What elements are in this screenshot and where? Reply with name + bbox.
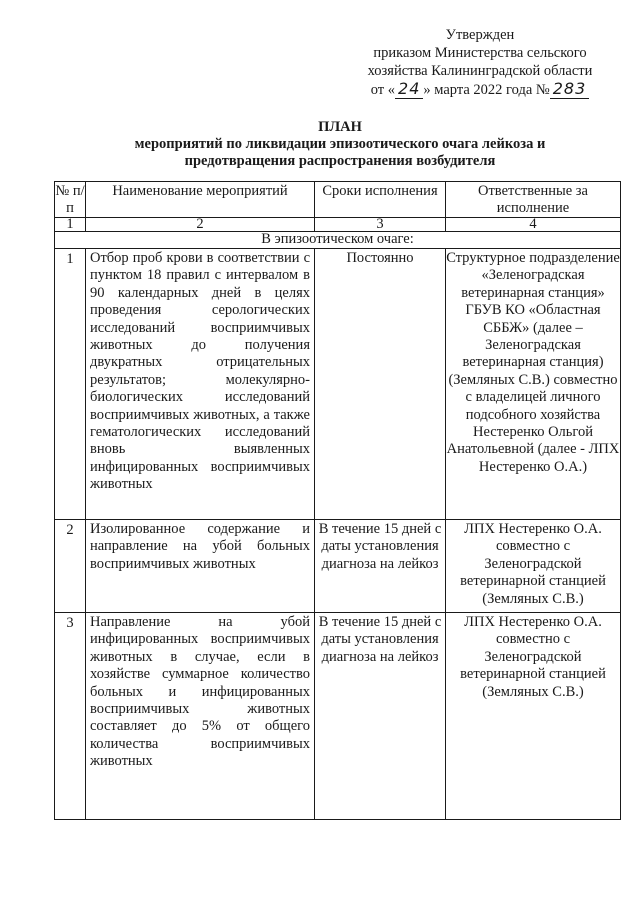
section-row xyxy=(55,232,621,249)
row-term: В течение 15 дней с даты установления диагноза на лейкоз xyxy=(315,613,446,820)
approval-line-2: приказом Министерства сельского xyxy=(373,45,587,61)
approval-block xyxy=(330,26,630,99)
row-number: 1 xyxy=(55,249,86,520)
approval-date-prefix: от « xyxy=(370,82,396,98)
header-num: № п/п xyxy=(55,183,85,216)
title-line-3: предотвращения распространения возбудителя xyxy=(184,153,496,169)
table-row xyxy=(55,613,621,820)
measures-table xyxy=(54,181,621,820)
approval-date-middle: » марта 2022 года № xyxy=(423,82,550,98)
column-numbers-row xyxy=(55,218,621,232)
row-responsible: Структурное подразделение «Зеленоградская ветеринарная станция» ГБУВ КО «Областная СББЖ» (далее – Зеленоградская ветеринарная станция) (Земляных С.В.) совместно с владелицей личного подсобного хозяйства Нестеренко Ольгой Анатольевной (далее - ЛПХ Нестеренко О.А.) xyxy=(446,249,621,520)
header-name: Наименование мероприятий xyxy=(86,182,315,218)
approval-day-handwritten: 24 xyxy=(395,79,423,99)
header-term: Сроки исполнения xyxy=(315,182,446,218)
table-row xyxy=(55,249,621,520)
table-header-row xyxy=(55,182,621,218)
approval-line-3: хозяйства Калининградской области xyxy=(367,63,593,79)
row-responsible: ЛПХ Нестеренко О.А. совместно с Зеленоградской ветеринарной станцией (Земляных С.В.) xyxy=(446,520,621,613)
row-responsible: ЛПХ Нестеренко О.А. совместно с Зеленоградской ветеринарной станцией (Земляных С.В.) xyxy=(446,613,621,820)
column-number-1: 1 xyxy=(55,218,86,232)
document-title xyxy=(60,119,620,170)
row-number: 2 xyxy=(55,520,86,613)
column-number-2: 2 xyxy=(86,218,315,232)
row-number: 3 xyxy=(55,613,86,820)
title-line-2: мероприятий по ликвидации эпизоотического очага лейкоза и xyxy=(134,136,546,152)
row-term: Постоянно xyxy=(315,249,446,520)
row-measure-name: Изолированное содержание и направление на убой больных восприимчивых животных xyxy=(86,520,315,613)
row-measure-name: Направление на убой инфицированных восприимчивых животных в случае, если в хозяйстве суммарное количество больных и инфицированных восприимчивых животных составляет до 5% от общего количества восприимчивых животных xyxy=(86,613,315,820)
title-line-1: ПЛАН xyxy=(318,119,362,135)
row-term: В течение 15 дней с даты установления диагноза на лейкоз xyxy=(315,520,446,613)
row-measure-name: Отбор проб крови в соответствии с пунктом 18 правил с интервалом в 90 календарных дней в целях проведения серологических исследований восприимчивых животных до получения двукратных отрицательных результатов; молекулярно-биологических исследований восприимчивых животных, а также гематологических исследований вновь выявленных инфицированных восприимчивых животных xyxy=(86,249,315,520)
column-number-4: 4 xyxy=(446,218,621,232)
section-title: В эпизоотическом очаге: xyxy=(55,232,621,249)
approval-number-handwritten: 283 xyxy=(550,79,590,99)
approval-date-line xyxy=(330,80,630,99)
column-number-3: 3 xyxy=(315,218,446,232)
approval-line-1: Утвержден xyxy=(445,27,515,43)
table-row xyxy=(55,520,621,613)
header-responsible: Ответственные за исполнение xyxy=(446,182,621,218)
